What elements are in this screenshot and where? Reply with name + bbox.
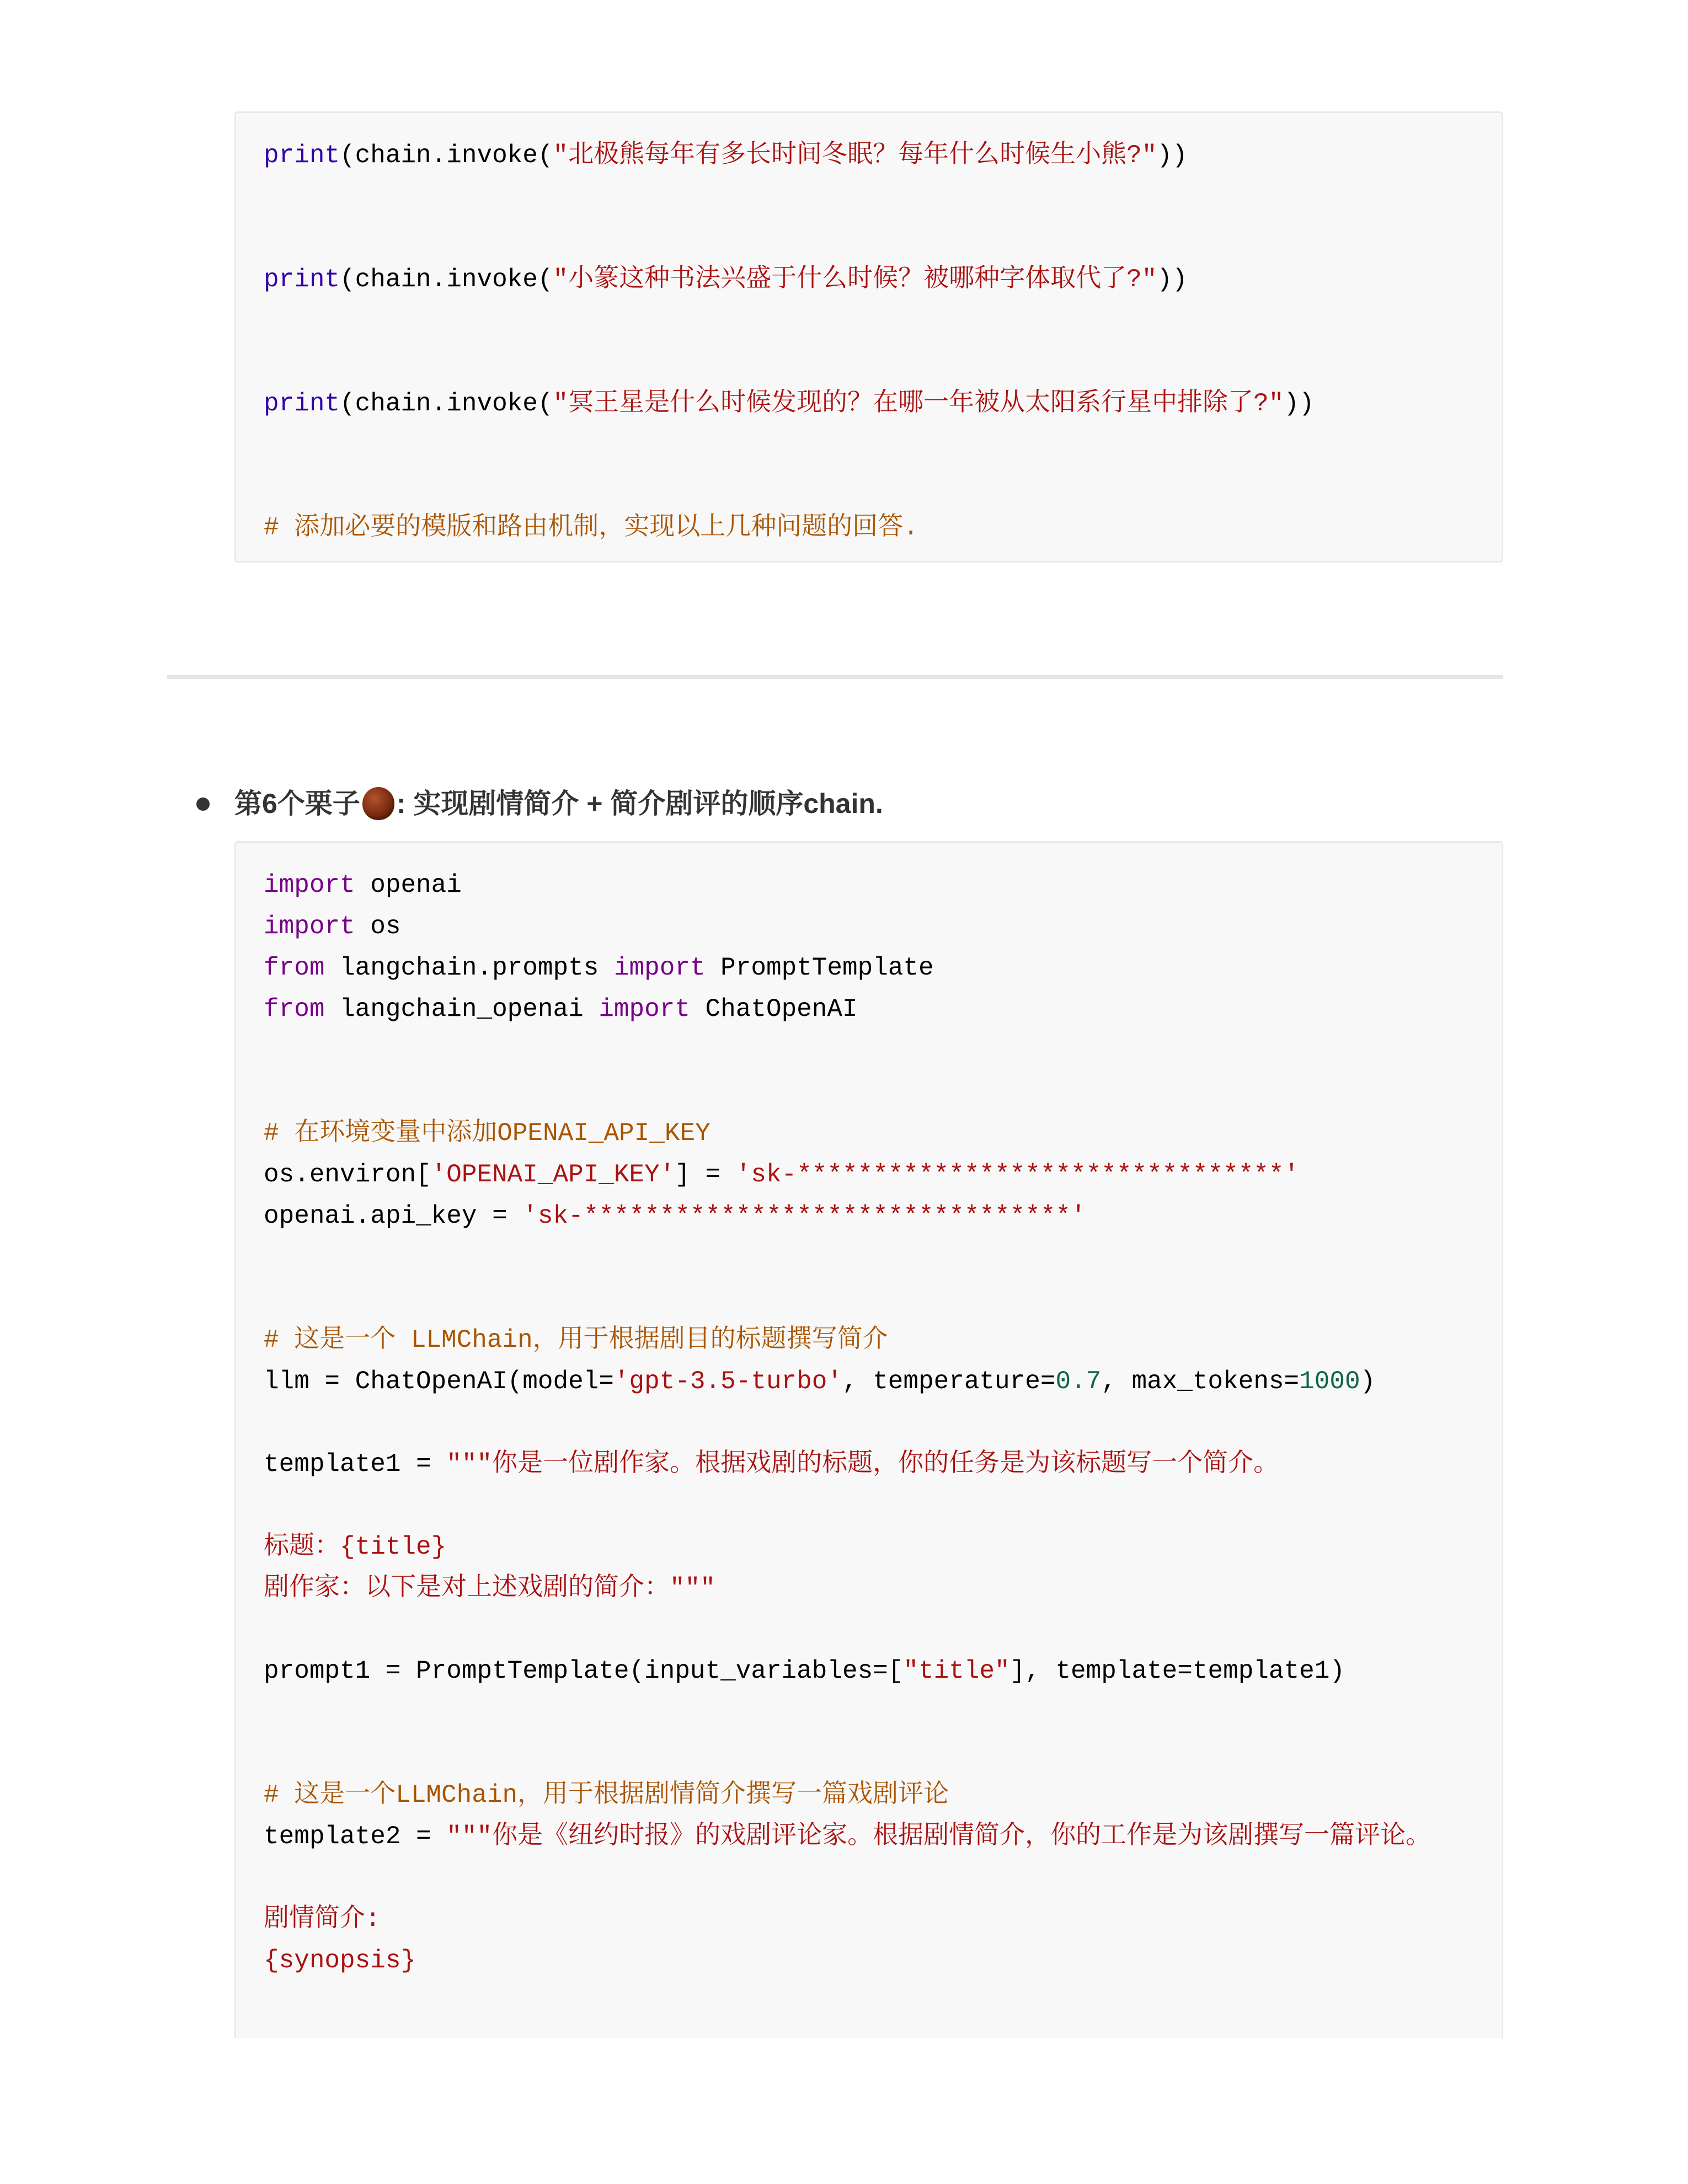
code-line xyxy=(264,989,1474,1030)
code-token-plain: )) xyxy=(1157,265,1188,294)
code-token-kw: import xyxy=(599,995,690,1024)
code-token-num: 0.7 xyxy=(1055,1367,1102,1396)
code-line xyxy=(264,466,1474,507)
code-token-plain: ChatOpenAI xyxy=(690,995,858,1024)
code-token-plain: langchain.prompts xyxy=(324,954,614,982)
code-token-str: "小篆这种书法兴盛于什么时候？被哪种字体取代了?" xyxy=(553,265,1157,294)
code-line xyxy=(264,1237,1474,1278)
code-token-plain: ] = xyxy=(675,1160,736,1189)
code-token-str: 'sk-********************************' xyxy=(735,1160,1300,1189)
code-line xyxy=(264,1361,1474,1403)
code-line xyxy=(264,1899,1474,1940)
code-token-plain: os xyxy=(355,912,401,941)
code-token-plain: (chain.invoke( xyxy=(340,265,553,294)
code-line xyxy=(264,1403,1474,1444)
code-line xyxy=(264,135,1474,176)
code-token-bi: print xyxy=(264,141,340,170)
code-token-kw: import xyxy=(264,871,355,900)
code-line xyxy=(264,1816,1474,1858)
code-token-plain: os.environ[ xyxy=(264,1160,431,1189)
code-line xyxy=(264,342,1474,383)
code-line xyxy=(264,218,1474,259)
code-token-num: 1000 xyxy=(1299,1367,1360,1396)
code-line xyxy=(264,1858,1474,1899)
horizontal-divider xyxy=(167,675,1503,679)
code-line xyxy=(264,1733,1474,1775)
code-token-str: 'sk-********************************' xyxy=(522,1202,1086,1230)
code-token-kw: import xyxy=(613,954,706,982)
chestnut-emoji-icon xyxy=(362,787,394,820)
code-line xyxy=(264,1527,1474,1568)
code-line xyxy=(264,1485,1474,1527)
code-token-com: # 在环境变量中添加OPENAI_API_KEY xyxy=(264,1119,711,1148)
code-token-bi: print xyxy=(264,265,340,294)
code-token-plain: , max_tokens= xyxy=(1101,1367,1300,1396)
code-token-plain: template2 = xyxy=(264,1822,447,1851)
code-token-plain: , temperature= xyxy=(842,1367,1056,1396)
code-token-plain: prompt1 = PromptTemplate(input_variables=[ xyxy=(264,1657,904,1685)
code-token-str: 'OPENAI_API_KEY' xyxy=(431,1160,675,1189)
code-line xyxy=(264,1609,1474,1651)
code-token-str: {synopsis} xyxy=(264,1946,416,1975)
code-token-kw: import xyxy=(264,912,355,941)
code-line xyxy=(264,1030,1474,1072)
code-token-str: "title" xyxy=(903,1657,1010,1685)
code-token-plain: template1 = xyxy=(264,1450,447,1479)
code-block-sequential-chain xyxy=(234,841,1503,2038)
code-token-kw: from xyxy=(264,995,325,1024)
code-token-com: # 添加必要的模版和路由机制，实现以上几种问题的回答. xyxy=(264,513,918,542)
code-line xyxy=(264,1775,1474,1816)
code-line xyxy=(264,1568,1474,1609)
code-token-plain: ) xyxy=(1360,1367,1376,1396)
code-line xyxy=(264,906,1474,948)
code-token-plain: openai.api_key = xyxy=(264,1202,523,1230)
code-token-str: 剧情简介: xyxy=(264,1905,381,1934)
code-token-str: "冥王星是什么时候发现的？在哪一年被从太阳系行星中排除了?" xyxy=(553,389,1284,418)
code-token-com: # 这是一个LLMChain，用于根据剧情简介撰写一篇戏剧评论 xyxy=(264,1781,949,1810)
code-token-plain: )) xyxy=(1284,389,1315,418)
code-token-str: "北极熊每年有多长时间冬眠？每年什么时候生小熊?" xyxy=(553,141,1157,170)
code-line xyxy=(264,1113,1474,1154)
code-token-bi: print xyxy=(264,389,340,418)
code-line xyxy=(264,1940,1474,1982)
code-line xyxy=(264,507,1474,549)
code-line xyxy=(264,948,1474,989)
code-token-plain: (chain.invoke( xyxy=(340,389,553,418)
heading-suffix: : 实现剧情简介 + 简介剧评的顺序chain. xyxy=(396,788,883,819)
code-token-kw: from xyxy=(264,954,325,982)
code-token-plain: openai xyxy=(355,871,462,900)
code-token-plain: ], template=template1) xyxy=(1009,1657,1345,1685)
code-token-str: 'gpt-3.5-turbo' xyxy=(613,1367,842,1396)
code-line xyxy=(264,1320,1474,1361)
code-token-plain: PromptTemplate xyxy=(705,954,934,982)
code-line xyxy=(264,1692,1474,1733)
code-line xyxy=(264,1444,1474,1485)
heading-prefix: 第6个栗子 xyxy=(234,788,360,819)
code-line xyxy=(264,1651,1474,1692)
code-token-plain: langchain_openai xyxy=(324,995,599,1024)
bullet-icon xyxy=(196,797,210,811)
code-line xyxy=(264,259,1474,301)
code-token-plain: )) xyxy=(1157,141,1188,170)
section-heading xyxy=(234,784,883,823)
code-token-plain: (chain.invoke( xyxy=(340,141,553,170)
code-token-str: """你是《纽约时报》的戏剧评论家。根据剧情简介，你的工作是为该剧撰写一篇评论。 xyxy=(446,1822,1431,1851)
code-line xyxy=(264,1196,1474,1237)
code-line xyxy=(264,865,1474,906)
code-line xyxy=(264,176,1474,218)
code-line xyxy=(264,1278,1474,1320)
code-token-plain: llm = ChatOpenAI(model= xyxy=(264,1367,614,1396)
code-block-routing-questions xyxy=(234,111,1503,563)
code-token-str: """你是一位剧作家。根据戏剧的标题，你的任务是为该标题写一个简介。 xyxy=(446,1450,1279,1479)
code-token-str: 标题：{title} xyxy=(264,1533,447,1561)
code-token-str: 剧作家：以下是对上述戏剧的简介：""" xyxy=(264,1574,715,1603)
code-line xyxy=(264,301,1474,342)
code-line xyxy=(264,425,1474,466)
code-line xyxy=(264,383,1474,425)
code-line xyxy=(264,1072,1474,1113)
code-line xyxy=(264,1154,1474,1196)
code-token-com: # 这是一个 LLMChain，用于根据剧目的标题撰写简介 xyxy=(264,1326,888,1355)
